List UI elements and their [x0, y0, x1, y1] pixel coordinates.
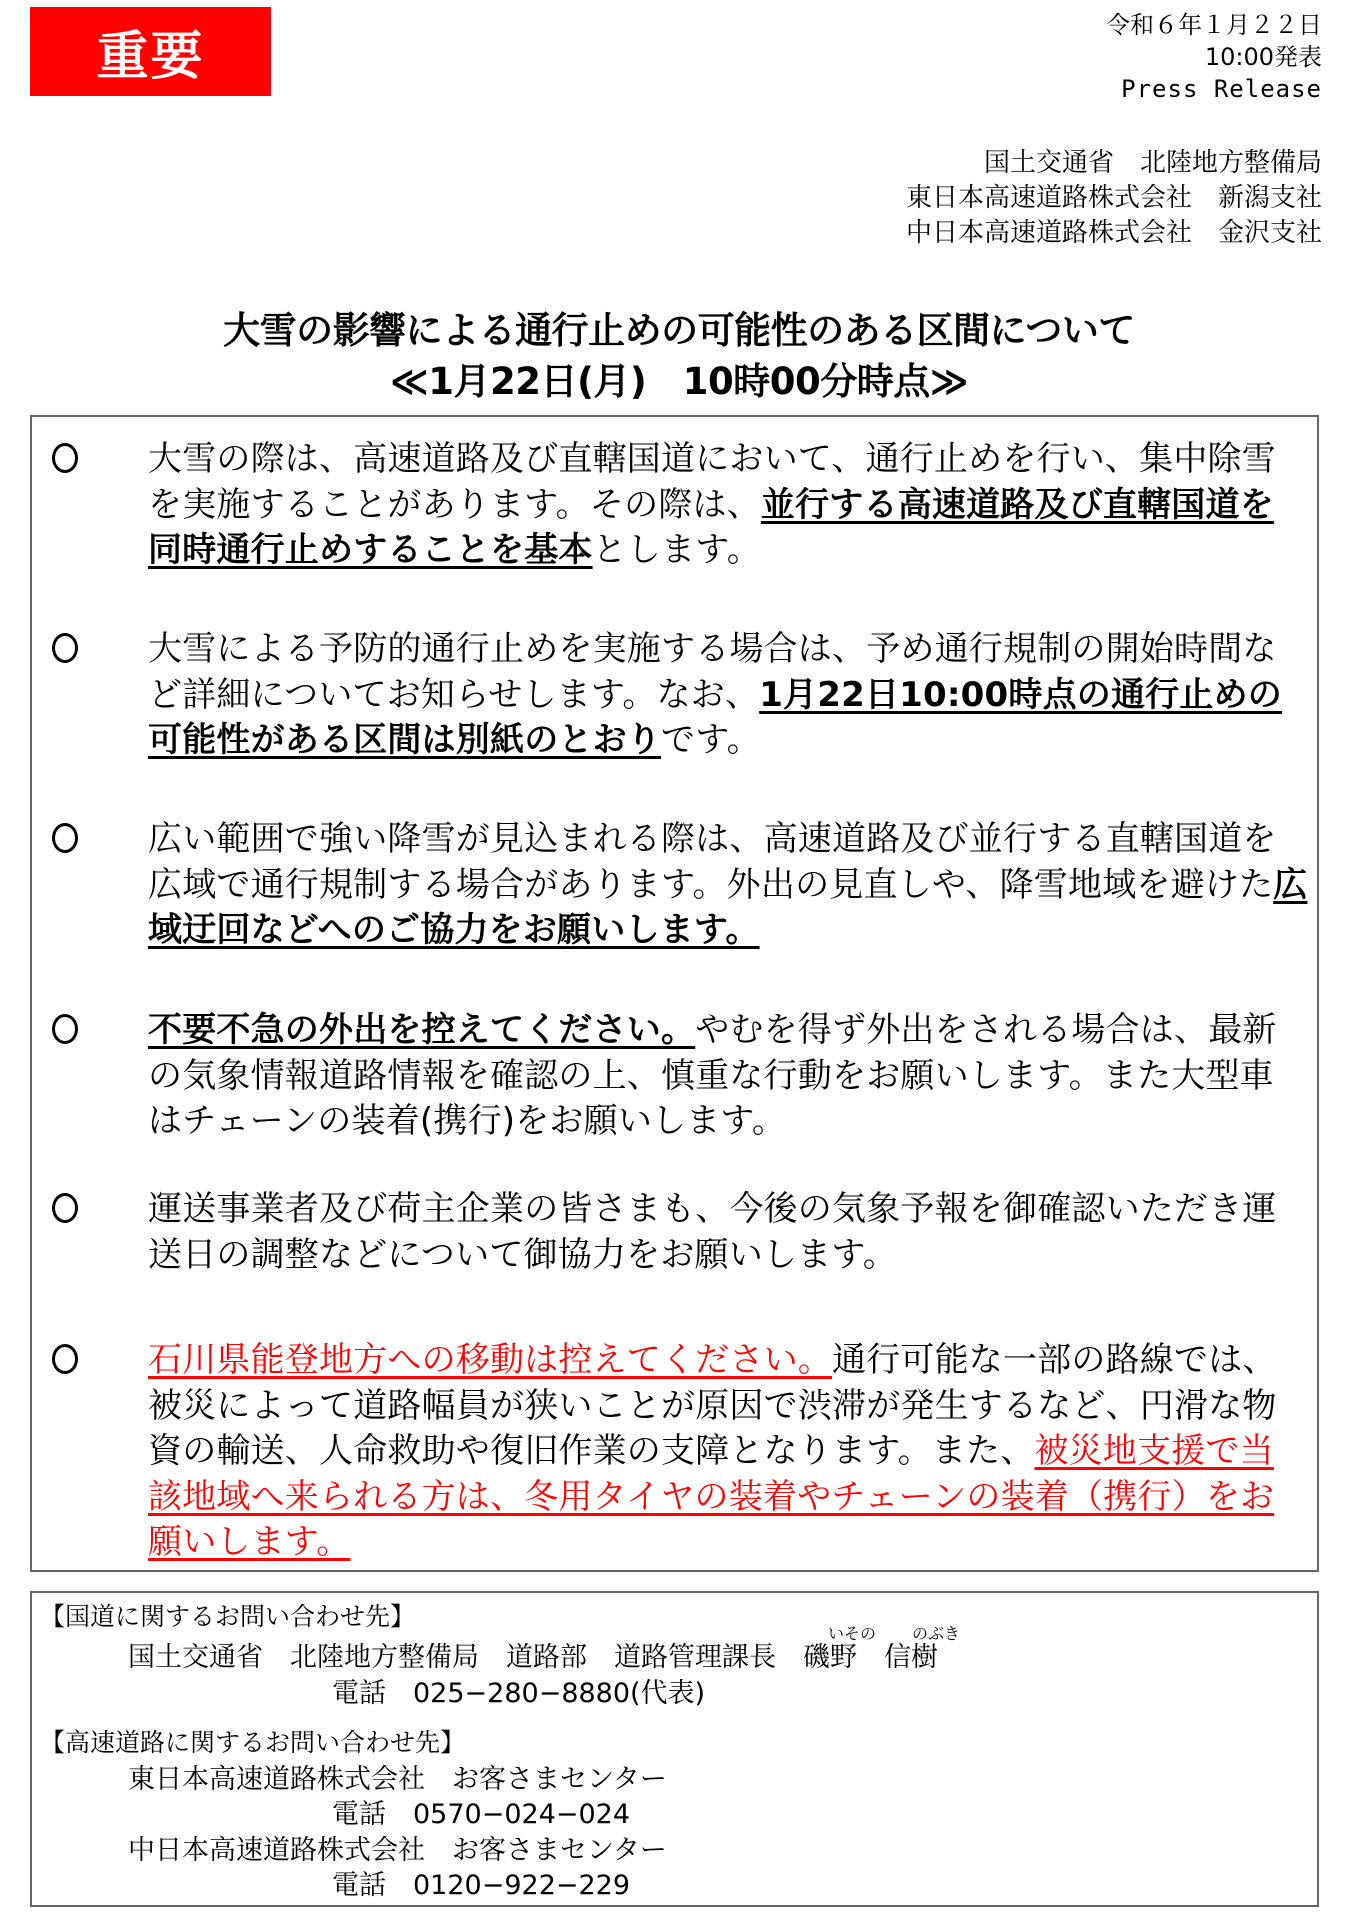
- circle-bullet-icon: [52, 1014, 78, 1044]
- notice-text: 不要不急の外出を控えてください。やむを得ず外出をされる場合は、最新の気象情報道路情報を確認の上、慎重な行動をお願いします。また大型車はチェーンの装着(携行)をお願いします。: [148, 1010, 1277, 1141]
- warning-text: 被災地支援で当該地域へ来られる方は、冬用タイヤの装着やチェーンの装着（携行）をお願いします。: [148, 1431, 1275, 1562]
- emphasis-text: 広域迂回などへのご協力をお願いします。: [148, 864, 1308, 950]
- org-line-mlit: 国土交通省 北陸地方整備局: [983, 148, 1322, 178]
- circle-bullet-icon: [52, 1344, 78, 1374]
- importance-badge-label: 重要: [96, 27, 205, 87]
- contact-person-family-name: 磯野: [803, 1642, 857, 1673]
- circle-bullet-icon: [52, 443, 78, 473]
- notice-box: [30, 415, 1319, 1572]
- page-title: 大雪の影響による通行止めの可能性のある区間について: [223, 309, 1135, 352]
- emphasis-text: 並行する高速道路及び直轄国道を同時通行止めすることを基本: [148, 484, 1274, 570]
- nexco-east-phone: 電話 0570−024−024: [332, 1799, 631, 1830]
- nexco-central-phone: 電話 0120−922−229: [332, 1870, 631, 1901]
- warning-text: 石川県能登地方への移動は控えてください。: [148, 1340, 832, 1380]
- notice-text: 石川県能登地方への移動は控えてください。通行可能な一部の路線では、被災によって道路幅員が狭いことが原因で渋滞が発生するなど、円滑な物資の輸送、人命救助や復旧作業の支障となります。また、被災地支援で当該地域へ来られる方は、冬用タイヤの装着やチェーンの装着（携行）をお願いします。: [148, 1340, 1277, 1562]
- emphasis-text: 不要不急の外出を控えてください。: [148, 1010, 696, 1050]
- circle-bullet-icon: [52, 823, 78, 853]
- national-road-contact-org: 国土交通省 北陸地方整備局 道路部 道路管理課長 磯野 信樹: [128, 1642, 938, 1673]
- press-release-label: Press Release: [1121, 75, 1322, 103]
- nexco-central-contact-org: 中日本高速道路株式会社 お客さまセンター: [128, 1835, 667, 1866]
- release-time: 10:00発表: [1204, 43, 1322, 71]
- emphasis-text: 1月22日10:00時点の通行止めの可能性がある区間は別紙のとおり: [148, 674, 1282, 760]
- furigana-given: のぶき: [912, 1624, 961, 1643]
- furigana-family: いその: [828, 1624, 877, 1643]
- circle-bullet-icon: [52, 633, 78, 663]
- release-date: 令和６年１月２２日: [1106, 11, 1322, 39]
- org-line-nexco-east: 東日本高速道路株式会社 新潟支社: [905, 183, 1322, 213]
- national-road-phone: 電話 025−280−8880(代表): [332, 1678, 706, 1709]
- contact-box: [30, 1591, 1319, 1907]
- notice-text: 広い範囲で強い降雪が見込まれる際は、高速道路及び並行する直轄国道を広域で通行規制する場合があります。外出の見直しや、降雪地域を避けた広域迂回などへのご協力をお願いします。: [148, 819, 1308, 950]
- importance-badge: [30, 7, 271, 96]
- nexco-east-contact-org: 東日本高速道路株式会社 お客さまセンター: [128, 1764, 667, 1795]
- page-subtitle: ≪1月22日(月) 10時00分時点≫: [389, 360, 968, 403]
- expressway-contact-heading: 【高速道路に関するお問い合わせ先】: [40, 1728, 466, 1757]
- notice-text: 大雪の際は、高速道路及び直轄国道において、通行止めを行い、集中除雪を実施することがあります。その際は、並行する高速道路及び直轄国道を同時通行止めすることを基本とします。: [148, 439, 1276, 570]
- notice-text: 大雪による予防的通行止めを実施する場合は、予め通行規制の開始時間など詳細についてお知らせします。なお、1月22日10:00時点の通行止めの可能性がある区間は別紙のとおりです。: [148, 629, 1282, 760]
- contact-person-given-name: 信樹: [884, 1642, 938, 1673]
- circle-bullet-icon: [52, 1193, 78, 1223]
- notice-text: 運送事業者及び荷主企業の皆さまも、今後の気象予報を御確認いただき運送日の調整などについて御協力をお願いします。: [148, 1189, 1277, 1275]
- national-road-contact-heading: 【国道に関するお問い合わせ先】: [40, 1602, 416, 1631]
- org-line-nexco-central: 中日本高速道路株式会社 金沢支社: [905, 218, 1322, 248]
